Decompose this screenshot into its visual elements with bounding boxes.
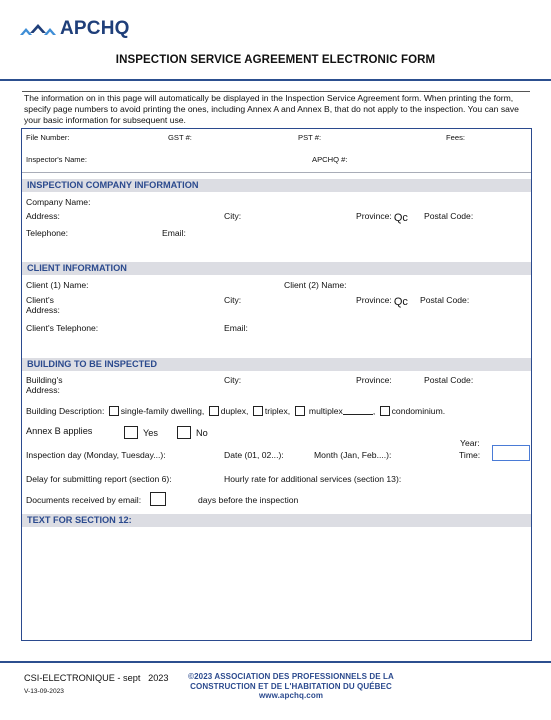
annex-b-yes-label: Yes (143, 428, 158, 438)
pst-field[interactable]: PST #: (298, 133, 322, 142)
multiplex-suffix: , (372, 406, 376, 416)
form-year: 2023 (148, 673, 169, 683)
annex-b-no-checkbox[interactable] (177, 426, 191, 439)
building-description-label: Building Description: (26, 406, 105, 416)
building-description-options (26, 406, 445, 416)
inspection-date-field[interactable]: Date (01, 02...): (224, 450, 284, 460)
apchq-logo (20, 18, 130, 40)
province-value: Qc (393, 296, 408, 308)
annex-b-no-option[interactable] (177, 426, 208, 439)
client-postal-code-field[interactable]: Postal Code: (420, 295, 470, 305)
duplex-label: duplex, (220, 406, 249, 416)
multiplex-checkbox[interactable] (295, 406, 305, 416)
annex-b-yes-checkbox[interactable] (124, 426, 138, 439)
form-box (21, 128, 532, 641)
copyright-line2: CONSTRUCTION ET DE L'HABITATION DU QUÉBEC (190, 681, 392, 691)
form-version: V-13-09-2023 (24, 688, 64, 695)
client-telephone-field[interactable]: Client's Telephone: (26, 323, 99, 333)
building-province-field[interactable]: Province: (356, 375, 392, 385)
intro-text: The information on in this page will automatically be displayed in the Inspection Service Agreement form. When printing the form, specify page numbers to avoid printing the ones, including Annex A and Annex B, that do not apply to the inspection. You can save your basic information for subsequent use. (22, 91, 530, 126)
company-telephone-field[interactable]: Telephone: (26, 228, 69, 238)
client-address-label-line1: Client's (26, 295, 54, 305)
time-label: Time: (459, 450, 481, 460)
inspection-day-field[interactable]: Inspection day (Monday, Tuesday...): (26, 450, 166, 460)
building-city-field[interactable]: City: (224, 375, 242, 385)
building-section-heading: BUILDING TO BE INSPECTED (22, 358, 531, 371)
client-city-field[interactable]: City: (224, 295, 242, 305)
page-header (0, 0, 551, 80)
company-name-field[interactable]: Company Name: (26, 197, 91, 207)
single-family-checkbox[interactable] (109, 406, 119, 416)
inspection-month-field[interactable]: Month (Jan, Feb....): (314, 450, 392, 460)
province-label: Province: (356, 211, 392, 221)
days-input-box[interactable] (150, 492, 166, 506)
time-input[interactable] (492, 445, 530, 461)
hourly-rate-field[interactable]: Hourly rate for additional services (section 13): (224, 474, 402, 484)
annex-b-label: Annex B applies (26, 426, 93, 436)
building-address-label-line2: Address: (26, 385, 60, 395)
triplex-label: triplex, (264, 406, 291, 416)
company-city-field[interactable]: City: (224, 211, 242, 221)
documents-email-label: Documents received by email: (26, 495, 142, 505)
footer-divider (0, 661, 551, 663)
company-postal-code-field[interactable]: Postal Code: (424, 211, 474, 221)
condominium-label: condominium. (391, 406, 446, 416)
apchq-number-field[interactable]: APCHQ #: (312, 155, 348, 164)
house-roofs-icon (20, 22, 56, 36)
file-number-field[interactable]: File Number: (26, 133, 70, 142)
form-code-text: CSI-ELECTRONIQUE - sept (24, 673, 141, 683)
copyright-line1: ©2023 ASSOCIATION DES PROFESSIONNELS DE LA (188, 672, 394, 681)
documents-days-input[interactable] (150, 492, 171, 506)
company-address-field[interactable]: Address: (26, 211, 60, 221)
province-value: Qc (393, 212, 408, 224)
fees-field[interactable]: Fees: (446, 133, 465, 142)
triplex-checkbox[interactable] (253, 406, 263, 416)
form-code (24, 673, 169, 683)
copyright-block (186, 672, 396, 701)
company-province-field[interactable] (356, 211, 408, 224)
company-section-heading: INSPECTION COMPANY INFORMATION (22, 179, 531, 192)
logo-wordmark: APCHQ (60, 18, 130, 39)
building-address-field[interactable] (26, 375, 63, 395)
multiplex-units-input[interactable] (343, 406, 376, 416)
client2-name-field[interactable]: Client (2) Name: (284, 280, 347, 290)
client-province-field[interactable] (356, 295, 408, 308)
annex-b-yes-option[interactable] (124, 426, 158, 439)
duplex-checkbox[interactable] (209, 406, 219, 416)
client-section-heading: CLIENT INFORMATION (22, 262, 531, 275)
client-address-field[interactable] (26, 295, 60, 315)
building-postal-code-field[interactable]: Postal Code: (424, 375, 474, 385)
building-address-label-line1: Building's (26, 375, 63, 385)
condominium-checkbox[interactable] (380, 406, 390, 416)
header-divider (0, 79, 551, 81)
single-family-label: single-family dwelling, (120, 406, 205, 416)
page-footer (0, 661, 551, 720)
multiplex-label: multiplex (308, 406, 343, 416)
client-address-label-line2: Address: (26, 305, 60, 315)
website-link[interactable]: www.apchq.com (258, 691, 324, 700)
section12-text-area[interactable] (22, 527, 531, 639)
client-email-field[interactable]: Email: (224, 323, 248, 333)
annex-b-no-label: No (196, 428, 208, 438)
client1-name-field[interactable]: Client (1) Name: (26, 280, 89, 290)
days-before-label: days before the inspection (198, 495, 299, 505)
company-email-field[interactable]: Email: (162, 228, 186, 238)
section12-heading: TEXT FOR SECTION 12: (22, 514, 531, 527)
province-label: Province: (356, 295, 392, 305)
gst-field[interactable]: GST #: (168, 133, 192, 142)
inspector-name-field[interactable]: Inspector's Name: (26, 155, 87, 164)
year-field[interactable]: Year: (460, 438, 480, 448)
divider (22, 172, 531, 173)
form-title: INSPECTION SERVICE AGREEMENT ELECTRONIC FORM (115, 54, 436, 66)
report-delay-field[interactable]: Delay for submitting report (section 6): (26, 474, 172, 484)
